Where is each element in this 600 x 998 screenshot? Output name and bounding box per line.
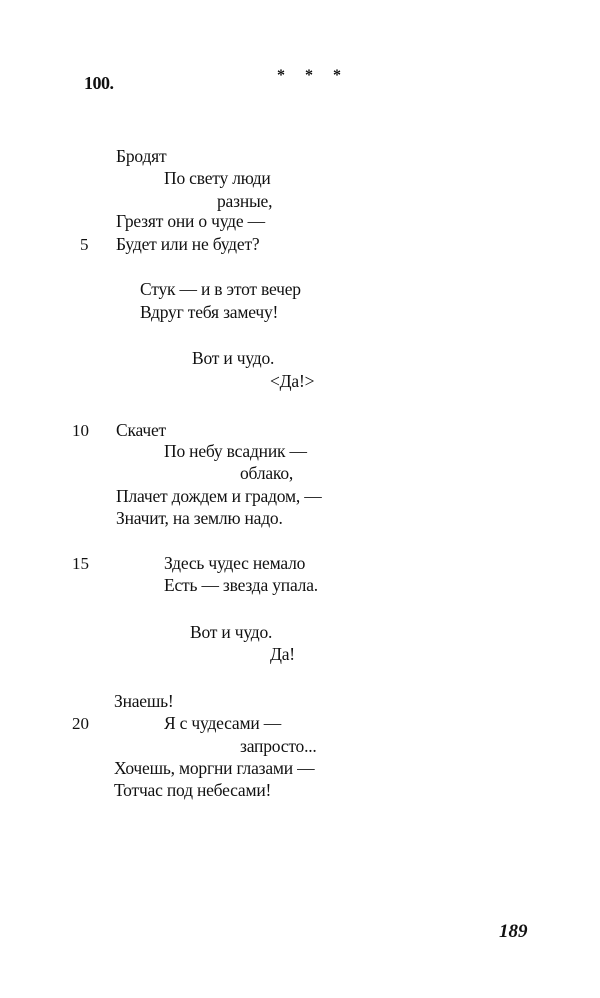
poem-line: Знаешь! bbox=[114, 691, 174, 711]
section-asterisks: * * * bbox=[277, 67, 349, 84]
poem-line: облако, bbox=[240, 463, 294, 483]
poem-line: Бродят bbox=[116, 146, 167, 166]
poem-number: 100. bbox=[84, 73, 114, 93]
line-number: 15 bbox=[72, 554, 89, 573]
page-number: 189 bbox=[499, 921, 528, 942]
poem-line: Я с чудесами — bbox=[164, 713, 282, 733]
poem-line: Значит, на землю надо. bbox=[116, 508, 283, 528]
poem-line: Здесь чудес немало bbox=[164, 553, 306, 573]
poem-line: Стук — и в этот вечер bbox=[140, 279, 301, 299]
poem-line: Грезят они о чуде — bbox=[116, 211, 265, 231]
poem-line: Плачет дождем и градом, — bbox=[116, 486, 322, 506]
line-number: 10 bbox=[72, 421, 89, 440]
poem-line: Будет или не будет? bbox=[116, 234, 260, 254]
poem-line: запросто... bbox=[240, 736, 317, 756]
poem-line: Вдруг тебя замечу! bbox=[140, 302, 279, 322]
poem-line: Скачет bbox=[116, 420, 166, 440]
poem-line: По небу всадник — bbox=[164, 441, 307, 461]
poem-line: Тотчас под небесами! bbox=[114, 780, 272, 800]
poem-line: <Да!> bbox=[270, 371, 315, 391]
line-number: 5 bbox=[80, 235, 89, 254]
poem-line: Вот и чудо. bbox=[192, 348, 275, 368]
line-number: 20 bbox=[72, 714, 89, 733]
poem-line: Вот и чудо. bbox=[190, 622, 273, 642]
poem-line: Да! bbox=[270, 644, 295, 664]
poem-line: По свету люди bbox=[164, 168, 271, 188]
poem-line: Есть — звезда упала. bbox=[164, 575, 318, 595]
poem-line: разные, bbox=[217, 191, 273, 211]
poem-line: Хочешь, моргни глазами — bbox=[114, 758, 315, 778]
